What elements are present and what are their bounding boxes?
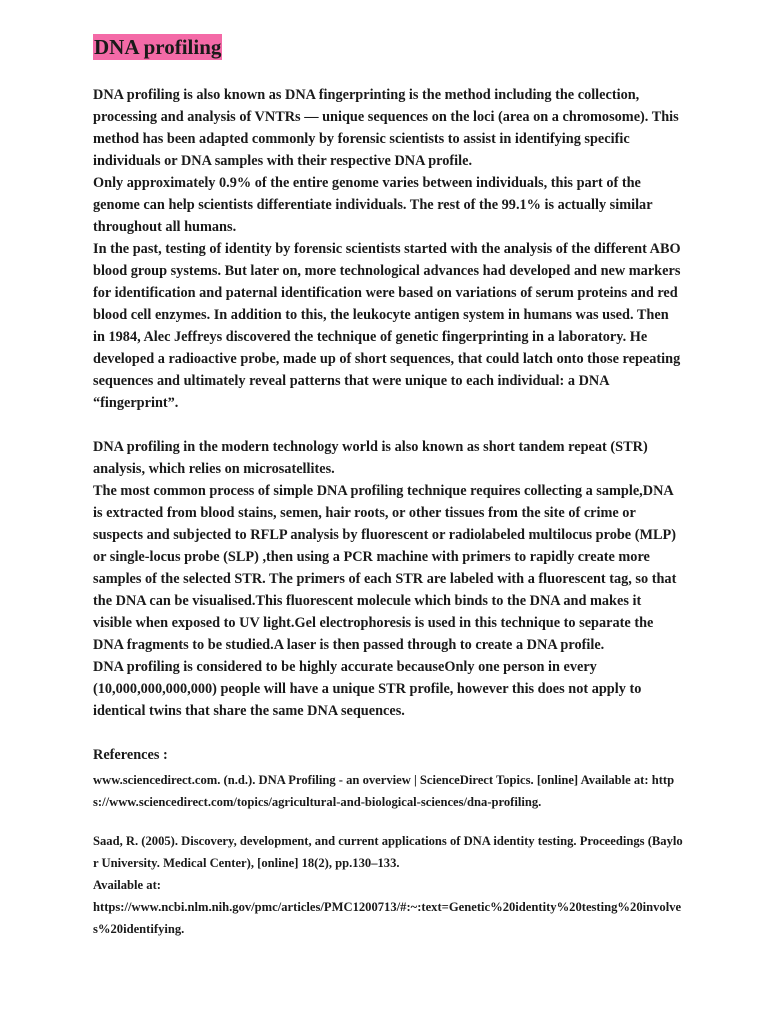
paragraph-str-analysis: DNA profiling in the modern technology world is also known as short tandem repeat (STR) analysis, which relies on microsatellites. (93, 439, 648, 477)
document-page (93, 34, 683, 940)
page-title: DNA profiling (94, 35, 222, 59)
paragraph-history: In the past, testing of identity by forensic scientists started with the analysis of the different ABO blood group systems. But later on, more technological advances had developed and new markers for identification and paternal identification were based on variations of serum proteins and red blood cell enzymes. In addition to this, the leukocyte antigen system in humans was used. Then in 1984, Alec Jeffreys discovered the technique of genetic fingerprinting in a laboratory. He developed a radioactive probe, made up of short sequences, that could latch onto those repeating sequences and ultimately reveal patterns that were unique to each individual: a DNA “fingerprint”. (93, 241, 681, 411)
references-section (93, 744, 683, 940)
reference-citation: Saad, R. (2005). Discovery, development, and current applications of DNA identity testing. Proceedings (Baylor University. Medical Center), [online] 18(2), pp.130–133. (93, 834, 683, 870)
reference-item-saad (93, 830, 683, 940)
reference-url[interactable]: https://www.ncbi.nlm.nih.gov/pmc/articles/PMC1200713/#:~:text=Genetic%20identity%20testing%20involves%20identifying. (93, 900, 682, 936)
paragraph-genome-intro: DNA profiling is also known as DNA fingerprinting is the method including the collection, processing and analysis of VNTRs — unique sequences on the loci (area on a chromosome). This method has been adapted commonly by forensic scientists to assist in identifying specific individuals or DNA samples with their respective DNA profile. (93, 87, 679, 169)
paragraph-spacer (93, 414, 683, 436)
paragraph-accuracy: DNA profiling is considered to be highly accurate becauseOnly one person in every (10,000,000,000,000) people will have a unique STR profile, however this does not apply to identical twins that share the same DNA sequences. (93, 659, 642, 719)
reference-item-sciencedirect: www.sciencedirect.com. (n.d.). DNA Profiling - an overview | ScienceDirect Topics. [online] Available at: https://www.sciencedirect.com/topics/agricultural-and-biological-sciences/dna-profiling. (93, 773, 675, 809)
paragraph-process: The most common process of simple DNA profiling technique requires collecting a sample,DNA is extracted from blood stains, semen, hair roots, or other tissues from the site of crime or suspects and subjected to RFLP analysis by fluorescent or radiolabeled multilocus probe (MLP) or single-locus probe (SLP) ,then using a PCR machine with primers to rapidly create more samples of the selected STR. The primers of each STR are labeled with a fluorescent tag, so that the DNA can be visualised.This fluorescent molecule which binds to the DNA and makes it visible when exposed to UV light.Gel electrophoresis is used in this technique to separate the DNA fragments to be studied.A laser is then passed through to create a DNA profile. (93, 483, 677, 653)
body-block-2 (93, 436, 683, 722)
reference-available-label: Available at: (93, 878, 161, 892)
paragraph-genome-variation: Only approximately 0.9% of the entire genome varies between individuals, this part of the genome can help scientists differentiate individuals. The rest of the 99.1% is actually similar throughout all humans. (93, 175, 653, 235)
title-wrap (93, 34, 683, 63)
reference-gap (93, 813, 683, 830)
references-heading: References : (93, 747, 168, 763)
body-block-1 (93, 84, 683, 414)
